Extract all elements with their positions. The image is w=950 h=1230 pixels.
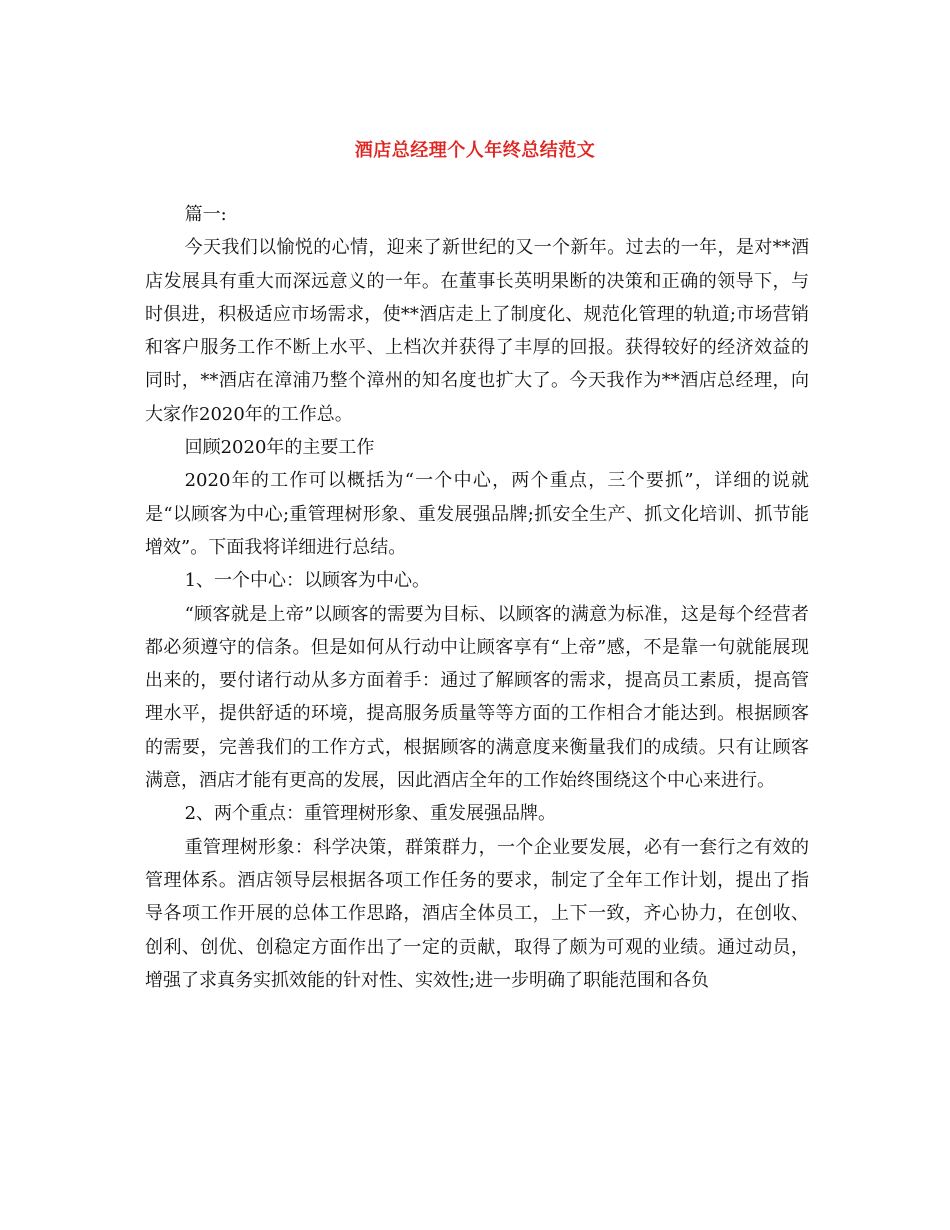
paragraph-review-heading: 回顾2020年的主要工作: [184, 437, 375, 459]
paragraph-section-label: 篇一:: [184, 204, 227, 225]
paragraph-intro: 今天我们以愉悦的心情，迎来了新世纪的又一个新年。过去的一年，是对**酒店发展具有重大而深远意义的一年。在董事长英明果断的决策和正确的领导下，与时俱进，积极适应市场需求，使**酒店走上了制度化、规范化管理的轨道;市场营销和客户服务工作不断上水平、上档次并获得了丰厚的回报。获得较好的经济效益的同时，**酒店在漳浦乃整个漳州的知名度也扩大了。今天我作为**酒店总经理，向大家作2020年的工作总。: [145, 237, 809, 425]
document-body: [145, 198, 809, 997]
paragraph-point-one-heading: 1、一个中心：以顾客为中心。: [184, 570, 431, 592]
document-title: 酒店总经理个人年终总结范文: [354, 140, 596, 161]
paragraph-point-two-heading: 2、两个重点：重管理树形象、重发展强品牌。: [184, 803, 557, 825]
paragraph-point-one-body: “顾客就是上帝”以顾客的需要为目标、以顾客的满意为标准，这是每个经营者都必须遵守的信条。但是如何从行动中让顾客享有“上帝”感，不是靠一句就能展现出来的，要付诸行动从多方面着手：通过了解顾客的需求，提高员工素质，提高管理水平，提供舒适的环境，提高服务质量等等方面的工作相合才能达到。根据顾客的需要，完善我们的工作方式，根据顾客的满意度来衡量我们的成绩。只有让顾客满意，酒店才能有更高的发展，因此酒店全年的工作始终围绕这个中心来进行。: [145, 603, 809, 792]
paragraph-point-two-body: 重管理树形象：科学决策，群策群力，一个企业要发展，必有一套行之有效的管理体系。酒店领导层根据各项工作任务的要求，制定了全年工作计划，提出了指导各项工作开展的总体工作思路，酒店全体员工，上下一致，齐心协力，在创收、创利、创优、创稳定方面作出了一定的贡献，取得了颇为可观的业绩。通过动员，增强了求真务实抓效能的针对性、实效性;进一步明确了职能范围和各负: [145, 836, 809, 991]
paragraph-summary: 2020年的工作可以概括为“一个中心，两个重点，三个要抓”，详细的说就是“以顾客为中心;重管理树形象、重发展强品牌;抓安全生产、抓文化培训、抓节能增效”。下面我将详细进行总结。: [145, 470, 809, 558]
